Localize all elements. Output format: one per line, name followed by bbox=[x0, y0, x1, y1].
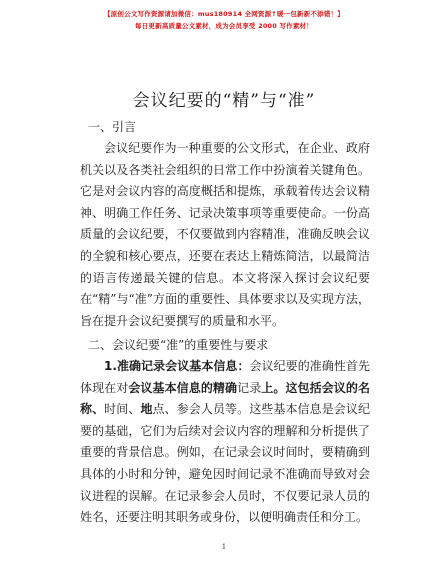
promo-banner-line-1: 【原创公文写作资源请加微信：mus180914 全网资源↑暖一包新新不添错！】 bbox=[104, 10, 344, 18]
section-heading-introduction: 一、引言 bbox=[88, 120, 137, 134]
paragraph-lead: 1.准确记录会议基本信息： bbox=[104, 359, 250, 373]
promo-banner-line-2: 每日更新高质量公文素材，成为会员享受 2000 写作素材！ bbox=[135, 22, 313, 30]
promo-banner bbox=[0, 8, 448, 32]
paragraph-text: 时间、 bbox=[104, 402, 141, 417]
paragraph-bold: 会议基本信息的精确 bbox=[128, 380, 238, 395]
accuracy-paragraph bbox=[80, 356, 370, 529]
paragraph-bold: 上。这包括会议的名称、 bbox=[80, 380, 370, 417]
section-heading-accuracy: 二、会议纪要“准”的重要性与要求 bbox=[88, 338, 269, 352]
paragraph-bold: 地 bbox=[140, 402, 153, 417]
paragraph-text: 点、参会人员等。这些基本信息是会议纪要的基础，它们为后续对会议内容的理解和分析提供了重要的背景信息。例如，在记录会议时间时，要精确到具体的小时和分钟，避免因时间记录不准确而导致对会议进程的误解。在记录参会人员时，不仅要记录人员的姓名，还要注明其职务或身份，以便明确责任和分工。 bbox=[80, 402, 370, 525]
paragraph-text: 会议纪要的准确性首先体现在对 bbox=[80, 359, 370, 395]
paragraph-text: 记录 bbox=[237, 380, 262, 395]
document-title: 会议纪要的“精”与“准” bbox=[132, 91, 316, 111]
introduction-paragraph: 会议纪要作为一种重要的公文形式，在企业、政府机关以及各类社会组织的日常工作中扮演着关键角色。它是对会议内容的高度概括和提炼，承载着传达会议精神、明确工作任务、记录决策事项等重要使命。一份高质量的会议纪要，不仅要做到内容精准，准确反映会议的全貌和核心要点，还要在表达上精炼简洁，以最简洁的语言传递最关键的信息。本文将深入探讨会议纪要在“精”与“准”方面的重要性、具体要求以及实现方法，旨在提升会议纪要撰写的质量和水平。 bbox=[80, 141, 370, 328]
page-number: 1 bbox=[221, 543, 227, 551]
